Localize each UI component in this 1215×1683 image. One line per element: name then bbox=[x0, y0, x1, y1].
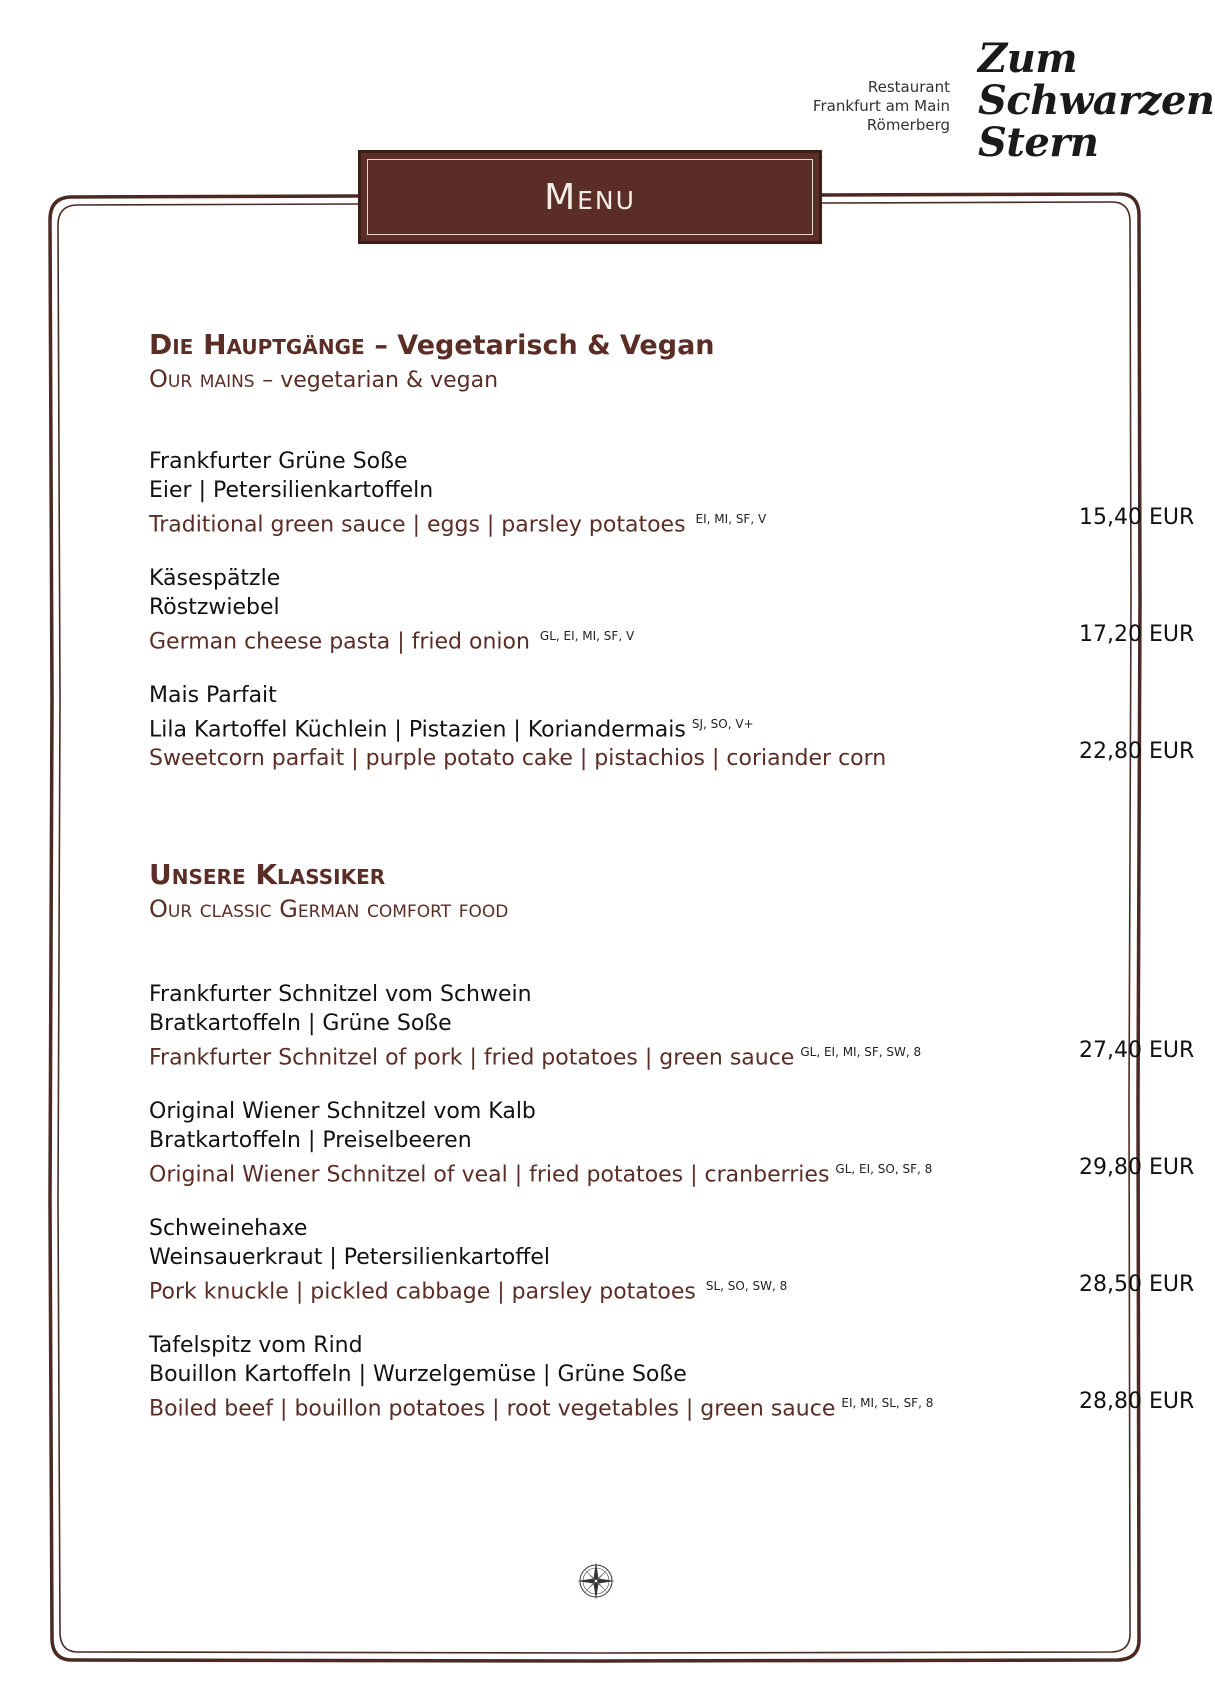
section-title-de bbox=[149, 328, 1049, 361]
dish-sides-de: Weinsauerkraut | Petersilienkartoffel bbox=[149, 1245, 551, 1270]
section-title-en-sub: – vegetarian & vegan bbox=[262, 368, 499, 393]
allergen-codes: GL, EI, MI, SF, V bbox=[539, 629, 635, 643]
section-title-de bbox=[149, 858, 1049, 891]
dish-sides-de: Bratkartoffeln | Grüne Soße bbox=[149, 1011, 452, 1036]
dish-description-en bbox=[149, 1038, 1049, 1072]
logo-line-1: Zum bbox=[978, 35, 1078, 82]
dish-description-en bbox=[149, 505, 1049, 539]
dish-name-de: Frankfurter Schnitzel vom Schwein bbox=[149, 982, 532, 1007]
section-title-en-main: Our mains bbox=[149, 365, 255, 393]
dish-name-de: Original Wiener Schnitzel vom Kalb bbox=[149, 1099, 536, 1124]
section-title-en bbox=[149, 895, 1049, 923]
dish-price: 28,80 EUR bbox=[1079, 1389, 1195, 1414]
restaurant-label: Restaurant bbox=[867, 78, 950, 96]
menu-title: Menu bbox=[544, 177, 636, 218]
location-label: Römerberg bbox=[866, 116, 950, 134]
dish-sides-de bbox=[149, 710, 1049, 744]
dish-item bbox=[149, 980, 1195, 1072]
dish-sides-de: Bouillon Kartoffeln | Wurzelgemüse | Grüne Soße bbox=[149, 1362, 687, 1387]
dish-english-text: German cheese pasta | fried onion bbox=[149, 629, 530, 655]
dish-english-text: Sweetcorn parfait | purple potato cake | pistachios | coriander corn bbox=[149, 746, 887, 772]
section-title-de-sub: – Vegetarisch & Vegan bbox=[374, 330, 715, 361]
allergen-codes: GL, EI, MI, SF, SW, 8 bbox=[800, 1045, 922, 1059]
dish-price: 28,50 EUR bbox=[1079, 1272, 1195, 1297]
dish-english-text: Frankfurter Schnitzel of pork | fried potatoes | green sauce bbox=[149, 1045, 795, 1071]
logo-line-3: Stern bbox=[978, 119, 1099, 166]
dish-name-de: Frankfurter Grüne Soße bbox=[149, 449, 408, 474]
dish-english-text: Original Wiener Schnitzel of veal | fried potatoes | cranberries bbox=[149, 1162, 830, 1188]
allergen-codes: SJ, SO, V+ bbox=[691, 717, 754, 731]
section-classics bbox=[149, 858, 1049, 923]
dish-price: 29,80 EUR bbox=[1079, 1155, 1195, 1180]
dish-item bbox=[149, 1097, 1195, 1189]
dish-sides-text: Lila Kartoffel Küchlein | Pistazien | Koriandermais bbox=[149, 717, 686, 743]
allergen-codes: EI, MI, SF, V bbox=[695, 512, 767, 526]
dish-description-en bbox=[149, 622, 1049, 656]
dish-item bbox=[149, 564, 1195, 656]
dish-description-en bbox=[149, 1272, 1049, 1306]
dish-price: 17,20 EUR bbox=[1079, 622, 1195, 647]
dish-english-text: Traditional green sauce | eggs | parsley potatoes bbox=[149, 512, 686, 538]
dish-description-en bbox=[149, 744, 1049, 773]
dish-price: 27,40 EUR bbox=[1079, 1038, 1195, 1063]
restaurant-logo bbox=[978, 35, 1215, 166]
dish-english-text: Pork knuckle | pickled cabbage | parsley potatoes bbox=[149, 1279, 696, 1305]
dish-description-en bbox=[149, 1389, 1049, 1423]
dish-item bbox=[149, 1214, 1195, 1306]
dish-name-de: Tafelspitz vom Rind bbox=[149, 1333, 363, 1358]
dish-name-de: Schweinehaxe bbox=[149, 1216, 308, 1241]
menu-banner bbox=[358, 150, 822, 244]
section-title-de-main: Die Hauptgänge bbox=[149, 328, 365, 361]
restaurant-info bbox=[813, 78, 950, 135]
dish-sides-de: Röstzwiebel bbox=[149, 595, 280, 620]
dish-name-de: Käsespätzle bbox=[149, 566, 281, 591]
dish-price: 15,40 EUR bbox=[1079, 505, 1195, 530]
city-label: Frankfurt am Main bbox=[812, 97, 950, 115]
dish-item bbox=[149, 447, 1195, 539]
dish-name-de: Mais Parfait bbox=[149, 683, 277, 708]
dish-sides-de: Eier | Petersilienkartoffeln bbox=[149, 478, 434, 503]
dish-description-en bbox=[149, 1155, 1049, 1189]
allergen-codes: EI, MI, SL, SF, 8 bbox=[841, 1396, 934, 1410]
compass-rose-icon bbox=[576, 1561, 616, 1601]
dish-item bbox=[149, 681, 1195, 773]
section-title-de-main: Unsere Klassiker bbox=[149, 858, 386, 891]
dish-english-text: Boiled beef | bouillon potatoes | root vegetables | green sauce bbox=[149, 1396, 836, 1422]
allergen-codes: SL, SO, SW, 8 bbox=[705, 1279, 788, 1293]
section-title-en-main: Our classic German comfort food bbox=[149, 895, 509, 923]
dish-item bbox=[149, 1331, 1195, 1423]
section-title-en bbox=[149, 365, 1049, 393]
dish-price: 22,80 EUR bbox=[1079, 739, 1195, 764]
dish-sides-de: Bratkartoffeln | Preiselbeeren bbox=[149, 1128, 472, 1153]
logo-line-2: Schwarzen bbox=[978, 77, 1215, 124]
section-mains bbox=[149, 328, 1049, 393]
allergen-codes: GL, EI, SO, SF, 8 bbox=[835, 1162, 933, 1176]
